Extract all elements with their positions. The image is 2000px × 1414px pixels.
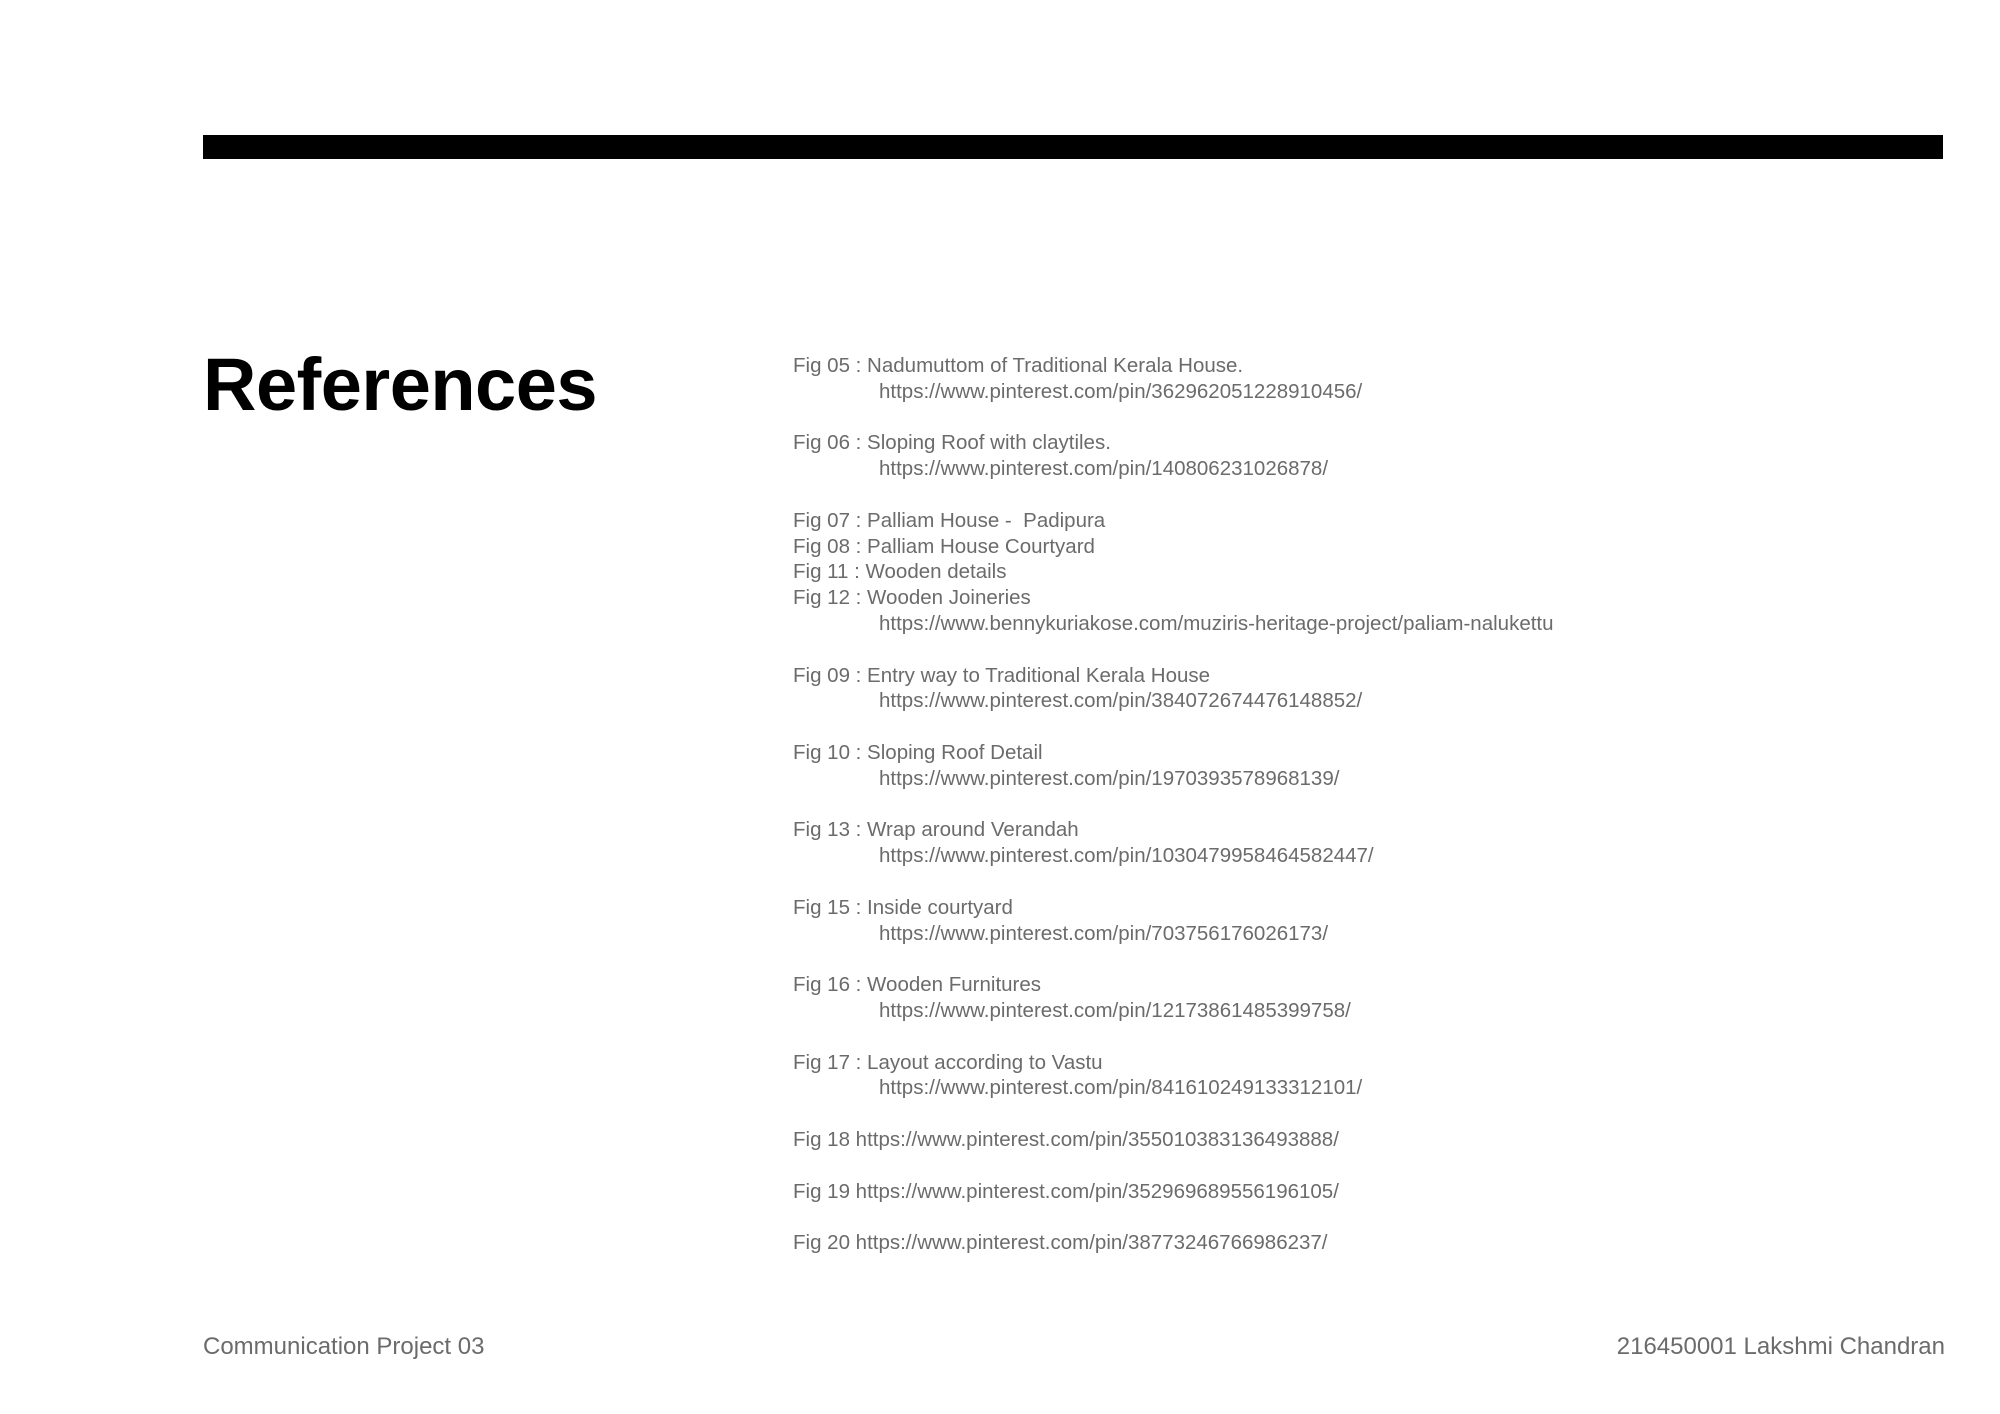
reference-caption: Fig 12 : Wooden Joineries [793, 586, 1031, 610]
reference-url[interactable]: https://www.pinterest.com/pin/703756176026173/ [879, 921, 1329, 945]
reference-caption: Fig 09 : Entry way to Traditional Kerala House [793, 663, 1211, 687]
reference-group [793, 353, 1943, 405]
footer-author: 216450001 Lakshmi Chandran [1616, 1333, 1945, 1360]
reference-group [793, 1179, 1943, 1205]
page-title: References [203, 343, 598, 426]
reference-caption: Fig 19 https://www.pinterest.com/pin/352969689556196105/ [793, 1179, 1339, 1203]
reference-caption: Fig 17 : Layout according to Vastu [793, 1050, 1103, 1074]
reference-caption: Fig 07 : Palliam House - Padipura [793, 508, 1106, 532]
reference-url[interactable]: https://www.pinterest.com/pin/384072674476148852/ [879, 689, 1363, 713]
reference-url[interactable]: https://www.pinterest.com/pin/1030479958464582447/ [879, 844, 1374, 868]
reference-caption: Fig 10 : Sloping Roof Detail [793, 740, 1043, 764]
reference-group [793, 430, 1943, 482]
reference-caption: Fig 15 : Inside courtyard [793, 895, 1013, 919]
reference-url[interactable]: https://www.pinterest.com/pin/841610249133312101/ [879, 1076, 1363, 1100]
reference-caption: Fig 11 : Wooden details [793, 560, 1007, 584]
reference-caption: Fig 08 : Palliam House Courtyard [793, 534, 1095, 558]
reference-url[interactable]: https://www.bennykuriakose.com/muziris-heritage-project/paliam-nalukettu [879, 611, 1554, 635]
reference-caption: Fig 16 : Wooden Furnitures [793, 973, 1042, 997]
reference-group [793, 895, 1943, 947]
reference-url[interactable]: https://www.pinterest.com/pin/12173861485399758/ [879, 998, 1351, 1022]
reference-group [793, 663, 1943, 715]
reference-url[interactable]: https://www.pinterest.com/pin/140806231026878/ [879, 457, 1329, 481]
reference-caption: Fig 20 https://www.pinterest.com/pin/38773246766986237/ [793, 1231, 1328, 1255]
reference-group [793, 817, 1943, 869]
reference-url[interactable]: https://www.pinterest.com/pin/362962051228910456/ [879, 379, 1363, 403]
footer-project-name: Communication Project 03 [203, 1333, 485, 1360]
reference-caption: Fig 05 : Nadumuttom of Traditional Kerala House. [793, 354, 1244, 377]
reference-group [793, 1127, 1943, 1153]
reference-group [793, 1230, 1943, 1256]
reference-caption: Fig 18 https://www.pinterest.com/pin/355010383136493888/ [793, 1127, 1339, 1151]
top-rule-bar [203, 135, 1943, 159]
reference-list [793, 353, 1943, 1282]
reference-caption: Fig 13 : Wrap around Verandah [793, 818, 1079, 842]
reference-group [793, 740, 1943, 792]
reference-url[interactable]: https://www.pinterest.com/pin/1970393578968139/ [879, 766, 1340, 790]
reference-group [793, 972, 1943, 1024]
reference-group [793, 508, 1943, 637]
reference-caption: Fig 06 : Sloping Roof with claytiles. [793, 431, 1111, 455]
reference-group [793, 1050, 1943, 1102]
